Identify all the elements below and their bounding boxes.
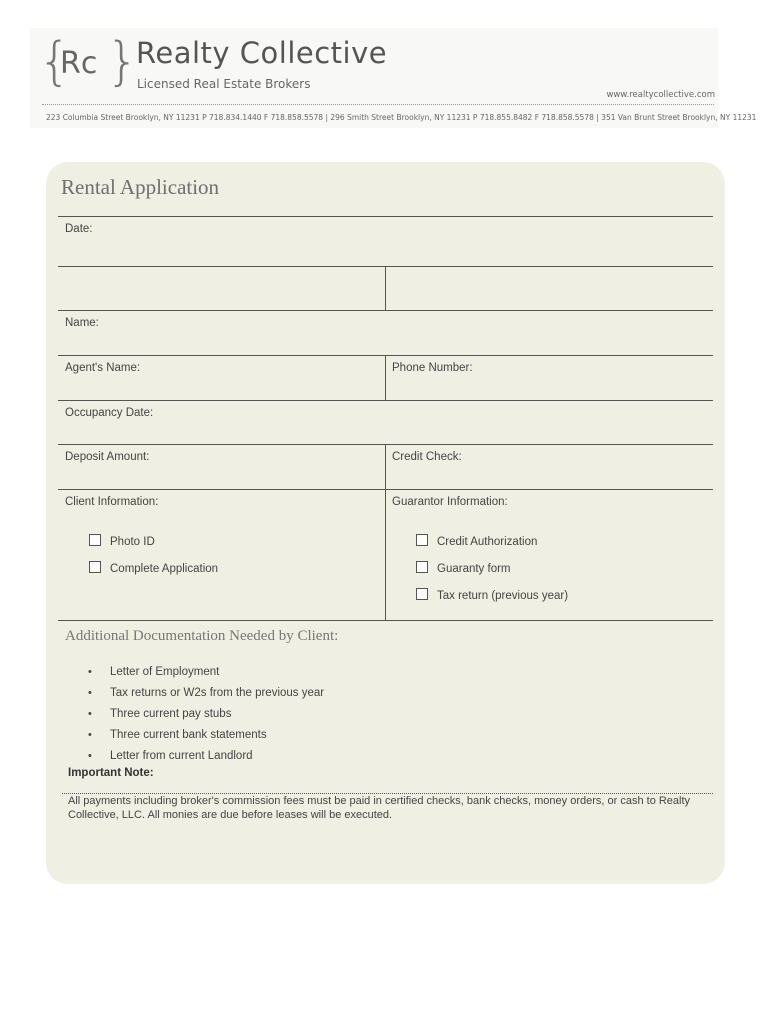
additional-documentation-heading: Additional Documentation Needed by Client: xyxy=(65,628,339,644)
important-note-text: All payments including broker's commission fees must be paid in certified checks, bank checks, money orders, or cash to Realty Collective, LLC. All monies are due before leases will be executed. xyxy=(68,795,691,821)
credit-authorization-checkbox[interactable] xyxy=(416,534,428,546)
company-tagline: Licensed Real Estate Brokers xyxy=(137,77,311,91)
header-dotted-divider xyxy=(42,104,714,105)
logo-left-brace: { xyxy=(38,32,72,92)
guaranty-form-checkbox[interactable] xyxy=(416,561,428,573)
column-divider xyxy=(385,444,386,620)
form-rule xyxy=(58,310,713,311)
complete-application-label: Complete Application xyxy=(110,563,219,575)
photo-id-checkbox[interactable] xyxy=(89,534,101,546)
form-rule xyxy=(58,620,713,621)
form-title: Rental Application xyxy=(61,175,220,199)
photo-id-label: Photo ID xyxy=(110,536,155,548)
company-name: Realty Collective xyxy=(136,36,388,70)
list-item: • Tax returns or W2s from the previous year xyxy=(88,685,324,706)
agent-name-field-label: Agent's Name: xyxy=(65,362,141,374)
name-field-label: Name: xyxy=(65,317,99,329)
credit-authorization-label: Credit Authorization xyxy=(437,536,538,548)
list-item: • Three current bank statements xyxy=(88,727,324,748)
client-information-label: Client Information: xyxy=(65,496,159,508)
credit-check-field-label: Credit Check: xyxy=(392,451,462,463)
documentation-list xyxy=(88,664,324,769)
column-divider xyxy=(385,355,386,400)
note-dotted-divider xyxy=(62,793,713,794)
important-note-heading: Important Note: xyxy=(68,767,154,779)
deposit-amount-field-label: Deposit Amount: xyxy=(65,451,150,463)
form-rule xyxy=(58,216,713,217)
office-addresses: 223 Columbia Street Brooklyn, NY 11231 P 718.834.1440 F 718.858.5578 | 296 Smith Street Brooklyn, NY 11231 P 718.855.8482 F 718.858.5578 | 351 Van Brunt Street Brooklyn, NY 11231 xyxy=(46,113,757,122)
column-divider xyxy=(385,266,386,310)
guaranty-form-label: Guaranty form xyxy=(437,563,511,575)
tax-return-label: Tax return (previous year) xyxy=(437,590,569,602)
guarantor-information-label: Guarantor Information: xyxy=(392,496,508,508)
company-website: www.realtycollective.com xyxy=(606,90,715,100)
tax-return-checkbox[interactable] xyxy=(416,588,428,600)
list-item: • Letter from current Landlord xyxy=(88,748,324,769)
list-item: • Three current pay stubs xyxy=(88,706,324,727)
logo-right-brace: } xyxy=(106,32,140,92)
form-rule xyxy=(58,400,713,401)
logo-monogram: Rc xyxy=(60,46,98,81)
date-field-label: Date: xyxy=(65,223,93,235)
list-item: • Letter of Employment xyxy=(88,664,324,685)
phone-number-field-label: Phone Number: xyxy=(392,362,473,374)
occupancy-date-field-label: Occupancy Date: xyxy=(65,407,154,419)
complete-application-checkbox[interactable] xyxy=(89,561,101,573)
